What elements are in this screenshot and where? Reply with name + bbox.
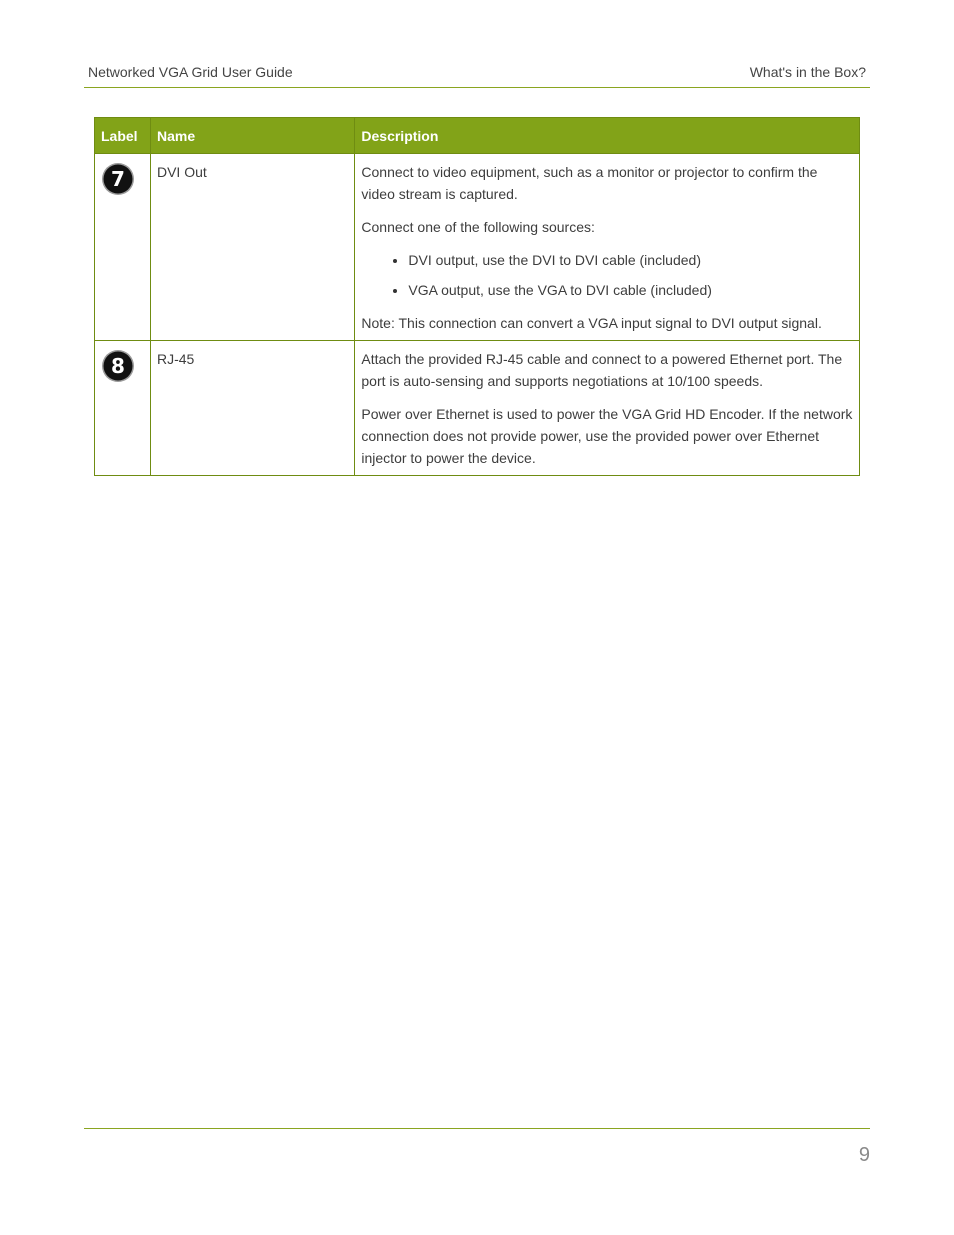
page-number: 9	[858, 1144, 870, 1166]
name-cell: RJ-45	[150, 341, 354, 476]
source-list	[361, 249, 853, 301]
description-paragraph: Attach the provided RJ-45 cable and connect to a powered Ethernet port. The port is auto-sensing and supports negotiations at 10/100 speeds.	[361, 351, 843, 389]
name-cell: DVI Out	[150, 154, 354, 341]
description-paragraph: Connect one of the following sources:	[361, 219, 595, 235]
description-cell	[355, 154, 860, 341]
note-paragraph: Note: This connection can convert a VGA input signal to DVI output signal.	[361, 315, 822, 331]
label-cell	[95, 154, 151, 341]
description-paragraph: Power over Ethernet is used to power the VGA Grid HD Encoder. If the network connection does not provide power, use the provided power over Ethernet injector to power the device.	[361, 406, 853, 466]
table-row	[95, 341, 860, 476]
table-header-row	[95, 118, 860, 154]
connector-table	[94, 117, 860, 476]
number-7-badge-icon	[101, 162, 135, 196]
description-paragraph: Connect to video equipment, such as a monitor or projector to confirm the video stream is captured.	[361, 164, 818, 202]
page-header	[84, 62, 870, 88]
table-header	[95, 118, 860, 154]
badge-number: 8	[111, 354, 125, 378]
description-cell	[355, 341, 860, 476]
column-header-description: Description	[355, 118, 860, 154]
column-header-label: Label	[95, 118, 151, 154]
column-header-name: Name	[150, 118, 354, 154]
table-row	[95, 154, 860, 341]
list-item: DVI output, use the DVI to DVI cable (included)	[408, 249, 853, 271]
list-item: VGA output, use the VGA to DVI cable (included)	[408, 279, 853, 301]
badge-number: 7	[111, 167, 125, 191]
number-8-badge-icon	[101, 349, 135, 383]
label-cell	[95, 341, 151, 476]
footer-divider	[84, 1128, 870, 1129]
document-title: Networked VGA Grid User Guide	[88, 64, 293, 80]
section-title: What's in the Box?	[749, 64, 866, 80]
